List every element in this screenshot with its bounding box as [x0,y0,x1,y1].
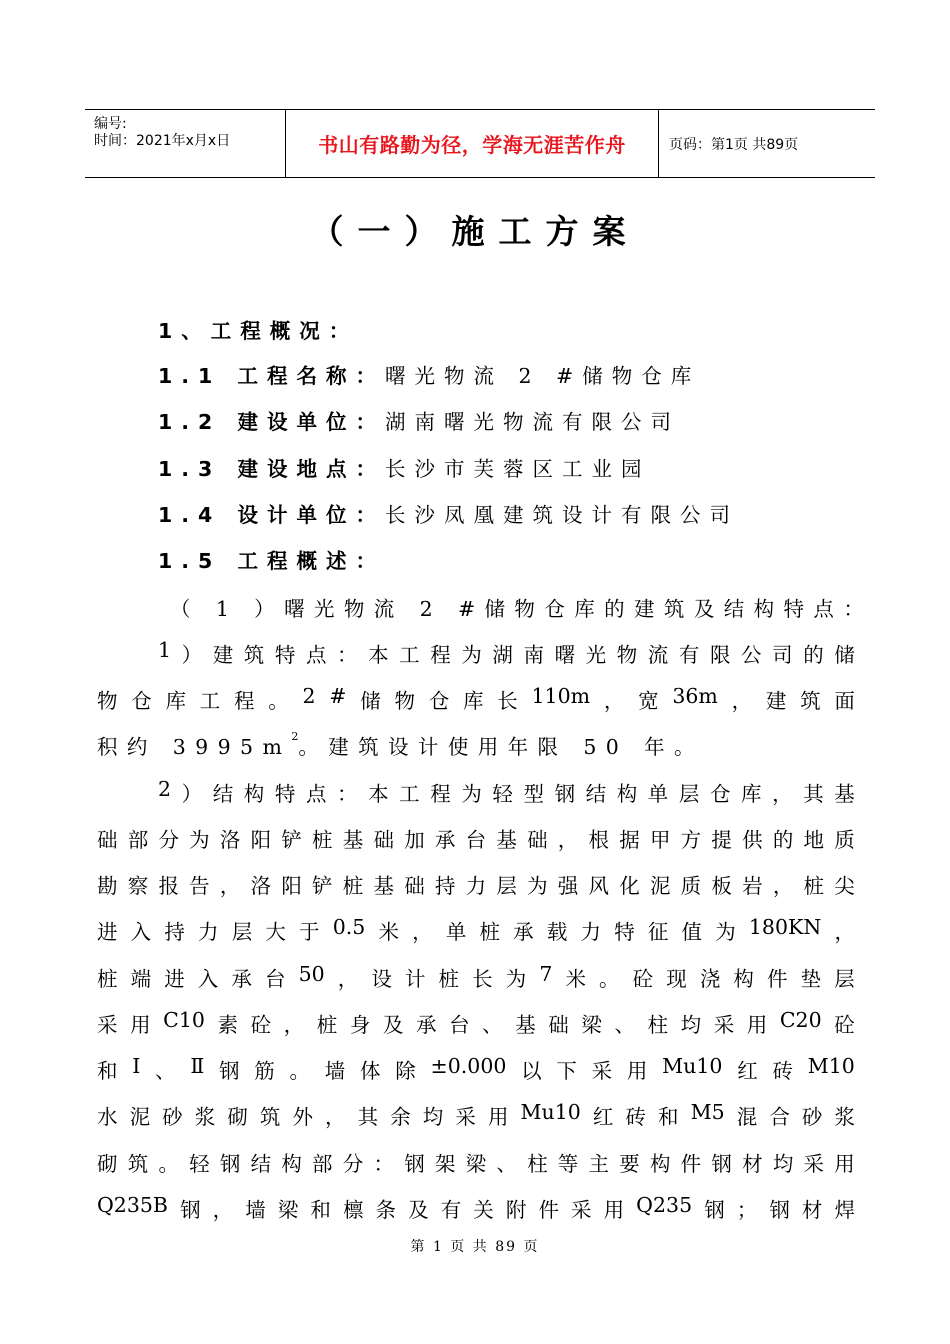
item-project-name [158,359,700,389]
header-table [85,109,875,178]
body-line: 积约 3995m 2 。建筑设计使用年限 50 年。 [97,730,704,759]
body-line: 采 用 C10 素 砼 ， 桩 身 及 承 台 、 基 础 梁 、 柱 均 采 用 C20 砼 [97,1008,855,1037]
item-value: 长沙凤凰建筑设计有限公司 [384,503,739,527]
body-line: 1 ） 建 筑 特 点 ： 本 工 程 为 湖 南 曙 光 物 流 有 限 公 司 的 储 [158,638,855,667]
item-construction-unit [158,405,680,435]
item-location [158,452,650,482]
body-line: 和 Ⅰ 、 Ⅱ 钢 筋 。 墙 体 除 ±0.000 以 下 采 用 Mu10 红 砖 M10 [97,1054,855,1083]
header-slogan-cell [286,110,659,177]
item-overview [158,544,385,574]
item-label: 1.1 工程名称： [158,364,385,388]
body-line: 物 仓 库 工 程 。 2 # 储 物 仓 库 长 110m ， 宽 36m ， 建 筑 面 [97,684,855,713]
item-value: 长沙市芙蓉区工业园 [384,457,651,481]
item-design-unit [158,498,739,528]
body-line: Q235B 钢 ， 墙 梁 和 檩 条 及 有 关 附 件 采 用 Q235 钢 ； 钢 材 焊 [97,1193,855,1222]
item-value: 湖南曙光物流有限公司 [384,410,680,434]
slogan: 书山有路勤为径，学海无涯苦作舟 [318,133,626,157]
body-line: 砌 筑 。 轻 钢 结 构 部 分 ： 钢 架 梁 、 柱 等 主 要 构 件 钢 材 均 采 用 [97,1152,855,1176]
header-right-cell [659,110,875,177]
body-line: 勘 察 报 告 ， 洛 阳 铲 桩 基 础 持 力 层 为 强 风 化 泥 质 板 岩 ， 桩 尖 [97,874,855,898]
body-line: 进 入 持 力 层 大 于 0.5 米 ， 单 桩 承 载 力 特 征 值 为 180KN ， [97,915,855,944]
item-label: 1.3 建设地点： [158,457,385,481]
body-line: 2 ） 结 构 特 点 ： 本 工 程 为 轻 型 钢 结 构 单 层 仓 库 ， 其 基 [158,777,855,806]
time-label: 时间：2021年x月x日 [94,133,231,149]
item-label: 1.5 工程概述： [158,549,385,573]
page-footer: 第 1 页 共 89 页 [410,1239,540,1255]
page-title: （一）施工方案 [310,212,640,251]
section-heading: 1、工程概况： [158,319,359,343]
number-label: 编号: [94,116,127,132]
header-left-cell [85,110,286,177]
item-value: 曙光物流 2 #储物仓库 [384,364,701,388]
body-line: （ 1 ）曙光物流 2 #储物仓库的建筑及结构特点： [170,597,874,621]
body-line: 水 泥 砂 浆 砌 筑 外 ， 其 余 均 采 用 Mu10 红 砖 和 M5 混 合 砂 浆 [97,1100,855,1129]
page-code: 页码：第1页 共89页 [669,136,799,153]
item-label: 1.2 建设单位： [158,410,385,434]
body-line: 桩 端 进 入 承 台 50 ， 设 计 桩 长 为 7 米 。 砼 现 浇 构 件 垫 层 [97,962,855,991]
body-line: 础 部 分 为 洛 阳 铲 桩 基 础 加 承 台 基 础 ， 根 据 甲 方 提 供 的 地 质 [97,828,855,852]
item-label: 1.4 设计单位： [158,503,385,527]
